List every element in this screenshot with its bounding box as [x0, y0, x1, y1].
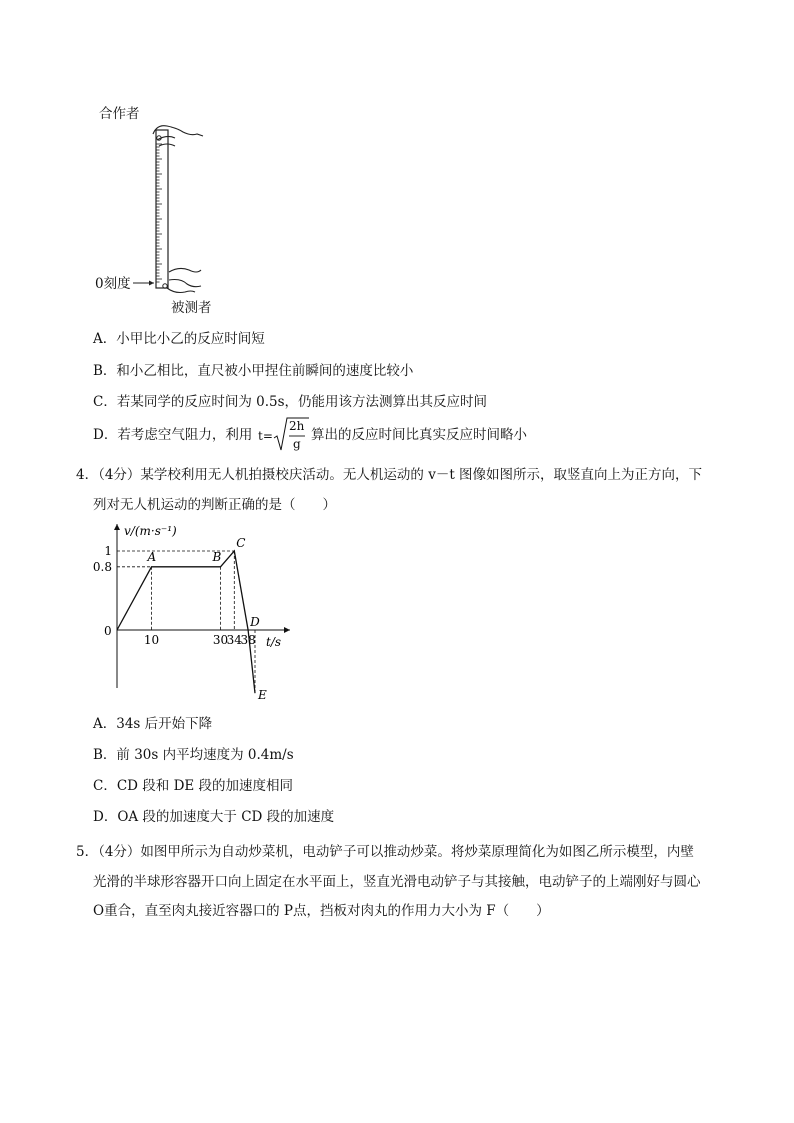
x-tick-label: 34 [226, 633, 242, 647]
q3-option-d-prefix: D．若考虑空气阻力，利用 [93, 427, 253, 443]
q4-option-d: D．OA 段的加速度大于 CD 段的加速度 [93, 809, 335, 825]
bottom-hand [167, 268, 201, 292]
q4-stem-line1: 4．（4分）某学校利用无人机拍摄校庆活动。无人机运动的 v－t 图像如图所示，取竖直向上为正方向，下 [76, 467, 703, 483]
q3-option-d [93, 426, 252, 444]
label-tested-person: 被测者 [171, 300, 212, 316]
x-axis-label: t/s [266, 635, 282, 649]
formula-denominator: g [293, 437, 301, 451]
x-tick-label: 10 [143, 633, 160, 647]
point-label-d: D [250, 615, 260, 629]
label-zero-mark: 0刻度 [95, 276, 131, 292]
vt-chart [92, 520, 300, 710]
y-axis-label: v/(m·s⁻¹) [124, 524, 177, 538]
y-tick-label: 0.8 [92, 559, 112, 574]
q5-stem-line3: O重合，直至肉丸接近容器口的 P点，挡板对肉丸的作用力大小为 F（ ） [93, 903, 550, 919]
reaction-time-formula [258, 416, 310, 456]
formula-t: t= [258, 429, 273, 443]
q5-stem-line1: 5．（4分）如图甲所示为自动炒菜机，电动铲子可以推动炒菜。将炒菜原理简化为如图乙所示模型，内壁 [76, 844, 694, 860]
point-label-a: A [147, 549, 157, 564]
origin-label: 0 [104, 624, 112, 638]
point-label-c: C [236, 536, 246, 550]
q4-option-b: B．前 30s 内平均速度为 0.4m/s [93, 747, 294, 763]
q4-option-c: C．CD 段和 DE 段的加速度相同 [93, 778, 294, 794]
q3-option-d-suffix: 算出的反应时间比真实反应时间略小 [311, 427, 527, 443]
q4-stem-line2: 列对无人机运动的判断正确的是（ ） [93, 497, 336, 513]
label-cooperator: 合作者 [99, 106, 140, 122]
q3-option-c: C．若某同学的反应时间为 0.5s，仍能用该方法测算出其反应时间 [93, 394, 488, 410]
ruler-figure [95, 100, 225, 315]
q4-option-a: A．34s 后开始下降 [93, 716, 213, 732]
x-tick-label: 30 [212, 633, 229, 647]
point-label-e: E [258, 688, 267, 703]
x-tick-label: 38 [240, 633, 256, 647]
point-label-b: B [212, 549, 222, 564]
q3-option-a: A．小甲比小乙的反应时间短 [93, 331, 265, 347]
formula-numerator: 2h [289, 419, 305, 433]
q3-option-b: B．和小乙相比，直尺被小甲捏住前瞬间的速度比较小 [93, 363, 414, 379]
y-tick-label: 1 [104, 544, 112, 558]
ruler-drawing [95, 100, 225, 315]
q5-stem-line2: 光滑的半球形容器开口向上固定在水平面上，竖直光滑电动铲子与其接触，电动铲子的上端刚好与圆心 [93, 874, 701, 890]
